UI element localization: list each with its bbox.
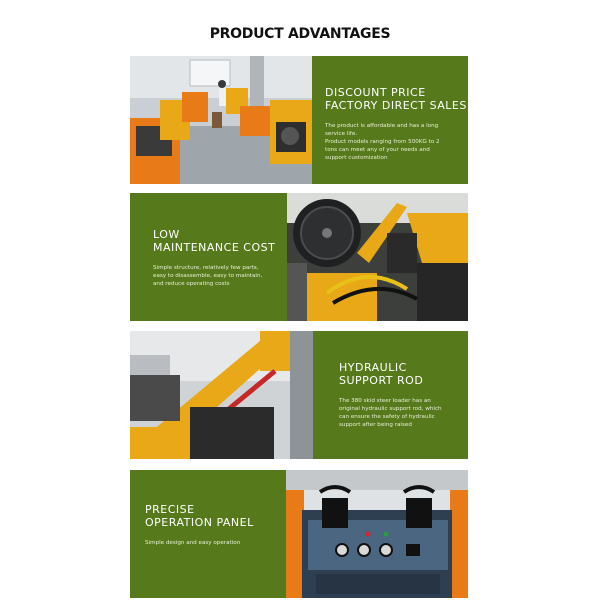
advantage-row-maintenance — [130, 193, 468, 321]
advantage-description: The product is affordable and has a long service life. Product models ranging from 500KG to 2 tons can meet any of your needs and support customization — [325, 123, 440, 161]
engine-fan-photo — [287, 193, 468, 321]
advantage-row-panel — [130, 470, 468, 598]
advantage-description: Simple structure, relatively few parts, easy to disassemble, easy to maintain, and reduce operating costs — [153, 265, 263, 287]
advantage-panel-hydraulic — [313, 331, 468, 459]
advantage-description: Simple design and easy operation — [145, 540, 241, 546]
control-panel-photo — [286, 470, 468, 598]
advantage-panel-operation — [130, 470, 286, 598]
advantage-heading: HYDRAULIC SUPPORT ROD — [339, 361, 424, 387]
factory-floor-photo — [130, 56, 312, 184]
advantage-panel-price — [312, 56, 468, 184]
advantage-row-price — [130, 56, 468, 184]
advantage-heading: LOW MAINTENANCE COST — [153, 228, 276, 254]
loader-arm-photo — [130, 331, 313, 459]
advantage-heading: PRECISE OPERATION PANEL — [145, 503, 254, 529]
page-title: PRODUCT ADVANTAGES — [209, 26, 391, 42]
advantage-heading: DISCOUNT PRICE FACTORY DIRECT SALES — [325, 86, 467, 112]
advantage-description: The 380 skid steer loader has an original hydraulic support rod, which can ensure the safety of hydraulic support after being raised — [339, 398, 442, 428]
advantage-panel-maintenance — [130, 193, 287, 321]
advantage-row-hydraulic — [130, 331, 468, 459]
